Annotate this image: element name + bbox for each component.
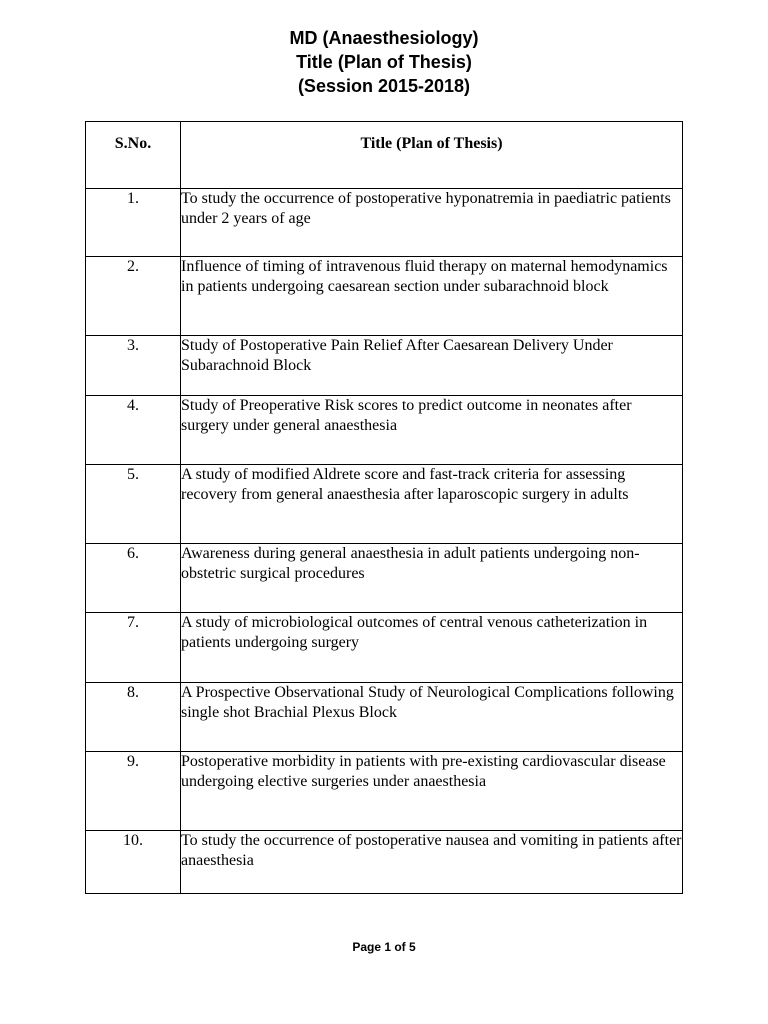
row-sno: 6. bbox=[86, 544, 181, 613]
table-row bbox=[86, 465, 683, 544]
page-number: Page 1 of 5 bbox=[352, 940, 416, 954]
row-sno: 4. bbox=[86, 396, 181, 465]
header-line-program: MD (Anaesthesiology) bbox=[289, 28, 479, 48]
thesis-table bbox=[85, 121, 683, 894]
row-title: To study the occurrence of postoperative nausea and vomiting in patients after anaesthesia bbox=[181, 831, 683, 894]
row-sno: 1. bbox=[86, 189, 181, 257]
row-sno: 8. bbox=[86, 683, 181, 752]
row-title: A study of microbiological outcomes of central venous catheterization in patients undergoing surgery bbox=[181, 613, 683, 683]
row-sno: 10. bbox=[86, 831, 181, 894]
table-row bbox=[86, 396, 683, 465]
table-row bbox=[86, 831, 683, 894]
column-header-sno: S.No. bbox=[86, 122, 181, 189]
row-sno: 7. bbox=[86, 613, 181, 683]
row-sno: 2. bbox=[86, 257, 181, 336]
row-title: Study of Preoperative Risk scores to predict outcome in neonates after surgery under general anaesthesia bbox=[181, 396, 683, 465]
table-row bbox=[86, 752, 683, 831]
table-row bbox=[86, 683, 683, 752]
row-sno: 9. bbox=[86, 752, 181, 831]
column-header-title: Title (Plan of Thesis) bbox=[181, 122, 683, 189]
row-title: Postoperative morbidity in patients with pre-existing cardiovascular disease undergoing elective surgeries under anaesthesia bbox=[181, 752, 683, 831]
table-row bbox=[86, 189, 683, 257]
row-sno: 5. bbox=[86, 465, 181, 544]
table-row bbox=[86, 257, 683, 336]
table-row bbox=[86, 613, 683, 683]
table-row bbox=[86, 544, 683, 613]
table-header-row bbox=[86, 122, 683, 189]
row-title: A Prospective Observational Study of Neurological Complications following single shot Brachial Plexus Block bbox=[181, 683, 683, 752]
row-title: To study the occurrence of postoperative hyponatremia in paediatric patients under 2 years of age bbox=[181, 189, 683, 257]
header-line-title: Title (Plan of Thesis) bbox=[296, 52, 472, 72]
document-header bbox=[0, 26, 768, 98]
table-row bbox=[86, 336, 683, 396]
row-title: A study of modified Aldrete score and fast-track criteria for assessing recovery from general anaesthesia after laparoscopic surgery in adults bbox=[181, 465, 683, 544]
row-title: Influence of timing of intravenous fluid therapy on maternal hemodynamics in patients undergoing caesarean section under subarachnoid block bbox=[181, 257, 683, 336]
row-sno: 3. bbox=[86, 336, 181, 396]
header-line-session: (Session 2015-2018) bbox=[297, 76, 471, 96]
row-title: Awareness during general anaesthesia in adult patients undergoing non-obstetric surgical procedures bbox=[181, 544, 683, 613]
row-title: Study of Postoperative Pain Relief After Caesarean Delivery Under Subarachnoid Block bbox=[181, 336, 683, 396]
